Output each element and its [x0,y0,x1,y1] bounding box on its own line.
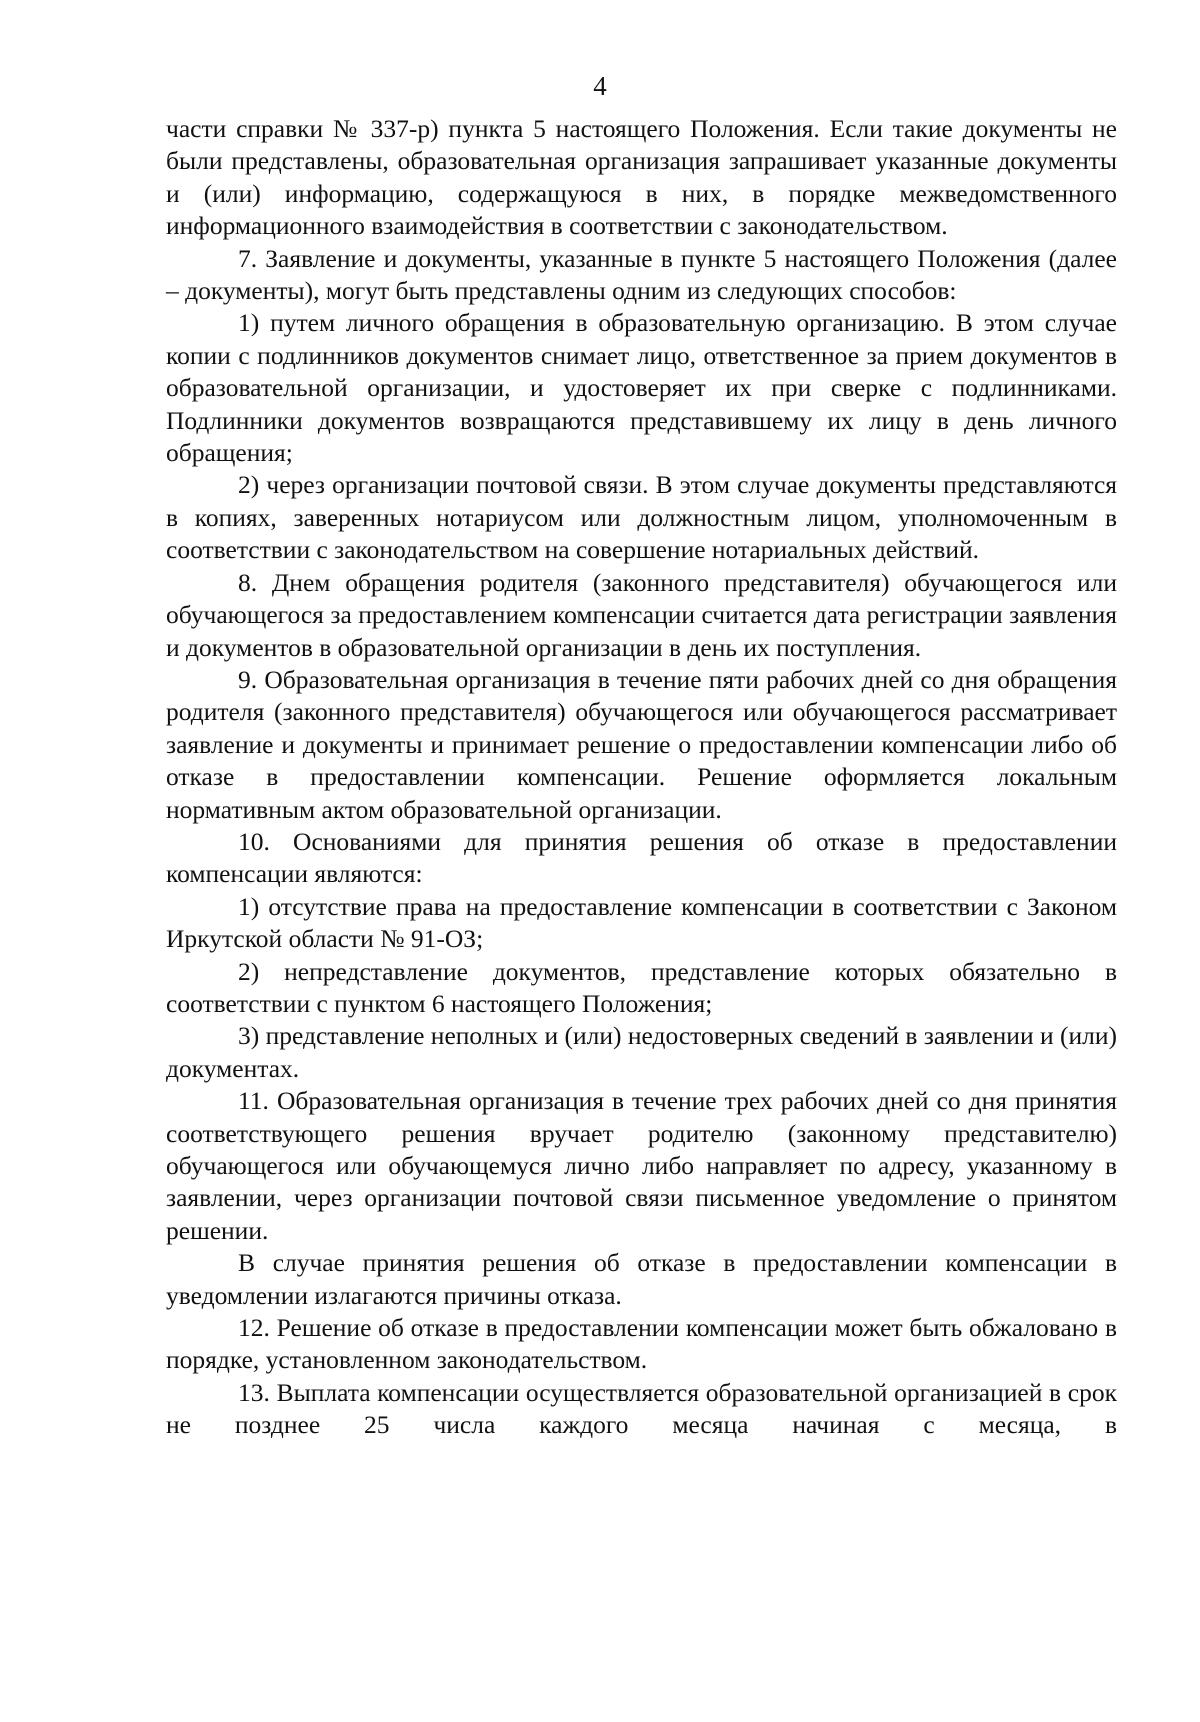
paragraph: 7. Заявление и документы, указанные в пункте 5 настоящего Положения (далее – документы), могут быть представлены одним из следующих способов: [166,243,1117,306]
paragraph: 9. Образовательная организация в течение пяти рабочих дней со дня обращения родителя (законного представителя) обучающегося или обучающегося рассматривает заявление и документы и принимает решение о предоставлении компенсации либо об отказе в предоставлении компенсации. Решение оформляется локальным нормативным актом образовательной организации. [166,664,1117,824]
paragraph: 1) отсутствие права на предоставление компенсации в соответствии с Законом Иркутской области № 91-ОЗ; [166,891,1117,954]
paragraph: части справки № 337-р) пункта 5 настоящего Положения. Если такие документы не были представлены, образовательная организация запрашивает указанные документы и (или) информацию, содержащуюся в них, в порядке межведомственного информационного взаимодействия в соответствии с законодательством. [166,114,1117,241]
paragraph: 8. Днем обращения родителя (законного представителя) обучающегося или обучающегося за предоставлением компенсации считается дата регистрации заявления и документов в образовательной организации в день их поступления. [166,567,1117,662]
paragraph: 2) через организации почтовой связи. В этом случае документы представляются в копиях, заверенных нотариусом или должностным лицом, уполномоченным в соответствии с законодательством на совершение нотариальных действий. [166,470,1117,565]
paragraph: 1) путем личного обращения в образовательную организацию. В этом случае копии с подлинников документов снимает лицо, ответственное за прием документов в образовательной организации, и удостоверяет их при сверке с подлинниками. Подлинники документов возвращаются представившему их лицу в день личного обращения; [166,308,1117,468]
page-number: 4 [593,71,607,101]
paragraph: В случае принятия решения об отказе в предоставлении компенсации в уведомлении излагаются причины отказа. [166,1248,1117,1310]
paragraph: 2) непредставление документов, представление которых обязательно в соответствии с пунктом 6 настоящего Положения; [166,956,1117,1018]
paragraph: 12. Решение об отказе в предоставлении компенсации может быть обжаловано в порядке, установленном законодательством. [166,1313,1117,1375]
paragraph: 10. Основаниями для принятия решения об отказе в предоставлении компенсации являются: [166,826,1117,889]
paragraph: 13. Выплата компенсации осуществляется образовательной организацией в срок не позднее 25 числа каждого месяца начиная с месяца, в [166,1377,1117,1440]
paragraph: 11. Образовательная организация в течение трех рабочих дней со дня принятия соответствующего решения вручает родителю (законному представителю) обучающегося или обучающемуся лично либо направляет по адресу, указанному в заявлении, через организации почтовой связи письменное уведомление о принятом решении. [166,1086,1117,1245]
document-body [166,113,1117,1442]
paragraph: 3) представление неполных и (или) недостоверных сведений в заявлении и (или) документах. [166,1021,1117,1083]
